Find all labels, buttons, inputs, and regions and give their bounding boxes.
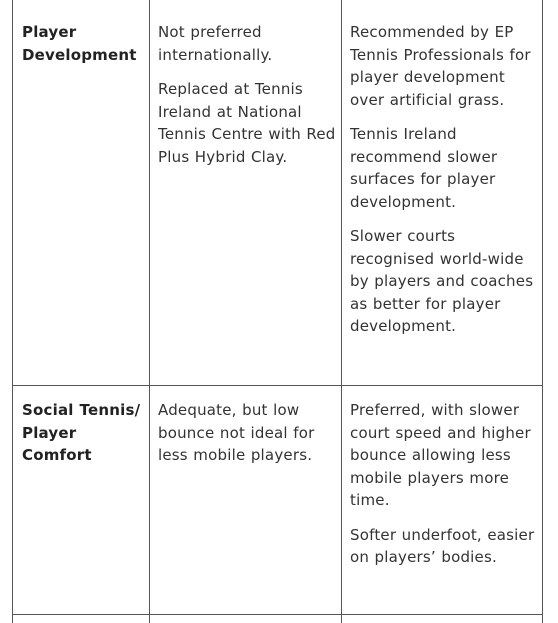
text-line: mobile players more	[350, 468, 510, 487]
paragraph	[158, 399, 340, 467]
text-line: Adequate, but low	[158, 401, 300, 419]
table-border-left	[12, 0, 13, 623]
table-border-col2	[341, 0, 342, 623]
text-line: time.	[350, 491, 390, 509]
paragraph	[350, 225, 542, 338]
text-line: Preferred, with slower	[350, 401, 520, 419]
paragraph	[350, 123, 542, 213]
label-line: Player	[22, 423, 77, 442]
text-line: internationally.	[158, 45, 273, 64]
text-line: less mobile players.	[158, 446, 313, 464]
paragraph	[158, 78, 340, 168]
text-line: court speed and higher	[350, 423, 531, 442]
label-line: Comfort	[22, 446, 92, 464]
label-line: Player	[22, 23, 77, 41]
text-line: Replaced at Tennis	[158, 80, 303, 98]
paragraph	[350, 21, 542, 111]
cell-social-tennis-clay	[350, 399, 542, 581]
text-line: Tennis Centre with Red	[158, 125, 336, 143]
row-label-social-tennis	[22, 399, 148, 467]
text-line: Ireland at National	[158, 102, 302, 121]
text-line: Tennis Ireland	[350, 125, 457, 143]
text-line: as better for player	[350, 294, 501, 313]
text-line: recommend slower	[350, 147, 498, 166]
row-divider-1	[12, 385, 543, 386]
text-line: Plus Hybrid Clay.	[158, 147, 288, 166]
text-line: Slower courts	[350, 227, 456, 245]
text-line: player development	[350, 68, 505, 86]
text-line: Recommended by EP	[350, 23, 514, 41]
table-border-col1	[149, 0, 150, 623]
text-line: by players and coaches	[350, 272, 534, 290]
text-line: bounce allowing less	[350, 446, 511, 464]
cell-social-tennis-artificial	[158, 399, 340, 479]
text-line: on players’ bodies.	[350, 548, 497, 566]
cell-player-development-clay	[350, 21, 542, 350]
label-line: Development	[22, 45, 137, 64]
text-line: surfaces for player	[350, 170, 496, 188]
table-border-right	[542, 0, 543, 623]
row-divider-2	[12, 614, 543, 615]
cell-player-development-artificial	[158, 21, 340, 180]
text-line: bounce not ideal for	[158, 423, 315, 442]
text-line: over artificial grass.	[350, 90, 505, 109]
paragraph	[350, 524, 542, 569]
text-line: recognised world-wide	[350, 249, 524, 268]
paragraph	[158, 21, 340, 66]
text-line: development.	[350, 192, 457, 211]
text-line: Not preferred	[158, 23, 262, 41]
row-label-player-development	[22, 21, 144, 66]
text-line: Softer underfoot, easier	[350, 525, 535, 544]
label-line: Social Tennis/	[22, 401, 141, 419]
paragraph	[350, 399, 542, 512]
text-line: development.	[350, 317, 457, 335]
text-line: Tennis Professionals for	[350, 45, 531, 64]
